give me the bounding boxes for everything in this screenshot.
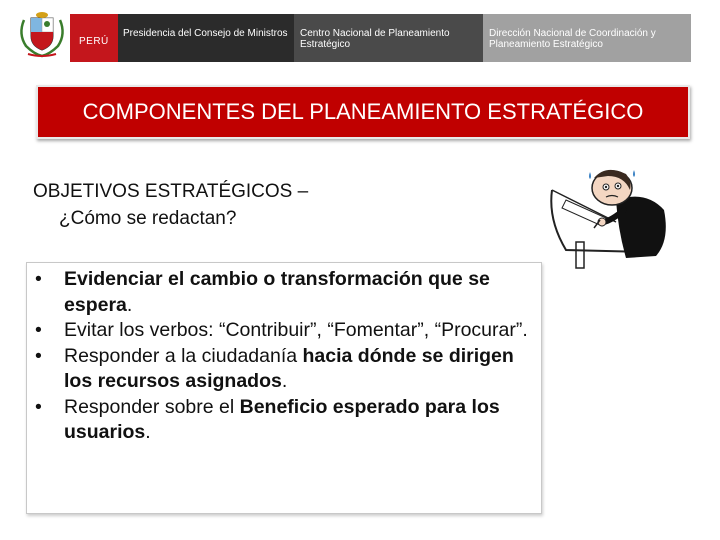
subtitle-line-2: ¿Cómo se redactan? bbox=[59, 208, 237, 229]
slide-title: COMPONENTES DEL PLANEAMIENTO ESTRATÉGICO bbox=[36, 85, 690, 139]
country-label: PERÚ bbox=[70, 14, 118, 62]
bullet-bold-text: Evidenciar el cambio o transformación que se espera bbox=[64, 268, 490, 316]
bullet-text: . bbox=[281, 370, 288, 392]
bullet-text: Evitar los verbos: “Contribuir”, “Fomentar”, “Procurar”. bbox=[64, 319, 528, 341]
header-bar bbox=[0, 0, 720, 64]
bullet-item bbox=[31, 267, 537, 318]
bullet-item bbox=[31, 395, 537, 446]
org-pcm-label: Presidencia del Consejo de Ministros bbox=[118, 14, 294, 62]
bullet-item bbox=[31, 318, 537, 344]
peru-coat-of-arms-icon bbox=[14, 10, 70, 58]
org-dncpe-label: Dirección Nacional de Coordinación y Planeamiento Estratégico bbox=[483, 14, 691, 62]
bullet-item bbox=[31, 344, 537, 395]
bullet-text: . bbox=[145, 421, 151, 443]
bullet-bold-text: hacia dónde se dirigen los recursos asignados bbox=[64, 344, 514, 392]
bullet-list bbox=[31, 267, 537, 446]
bullet-text: Responder a la ciudadanía bbox=[64, 344, 303, 367]
bullet-text: . bbox=[126, 293, 133, 316]
org-ceplan-label: Centro Nacional de Planeamiento Estratégico bbox=[294, 14, 483, 62]
subtitle-line-1: OBJETIVOS ESTRATÉGICOS – bbox=[33, 181, 309, 202]
bullet-panel bbox=[26, 262, 542, 514]
bullet-bold-text: Beneficio esperado para los usuarios bbox=[64, 395, 500, 443]
stressed-person-writing-icon bbox=[546, 160, 674, 270]
slide-subtitle bbox=[33, 178, 413, 232]
bullet-text: Responder sobre el bbox=[64, 395, 240, 418]
